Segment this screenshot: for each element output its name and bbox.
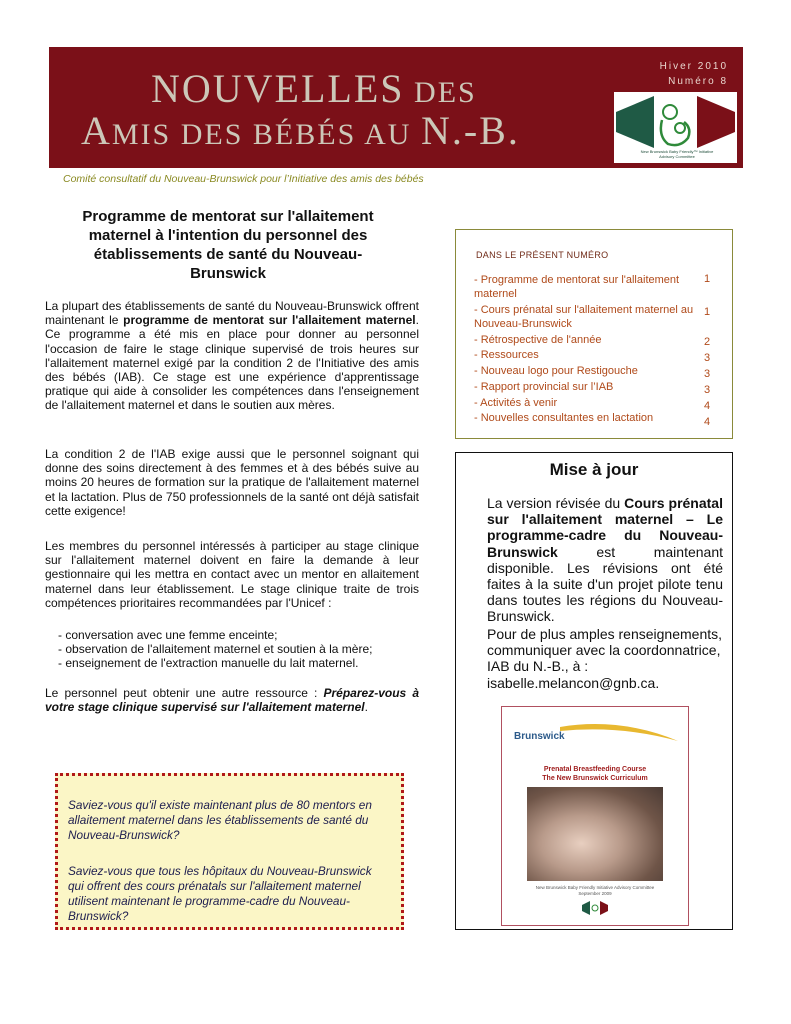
article-paragraph-2: La condition 2 de l'IAB exige aussi que le personnel soignant qui donne des soins directement à des femmes et à des bébés suive au moins 20 heures de formation sur la pratique de l'allaitement maternel et la lactation. Plus de 750 professionnels de la santé ont déjà satisfait cette exigence! [45, 447, 419, 518]
issue-info [660, 59, 728, 89]
toc-heading: DANS LE PRÉSENT NUMÉRO [476, 250, 609, 260]
article-paragraph-4: Le personnel peut obtenir une autre ressource : Préparez-vous à votre stage clinique supervisé sur l'allaitement maternel. [45, 686, 419, 715]
masthead-banner [49, 47, 743, 168]
toc-item-rapport-provincial[interactable]: - Rapport provincial sur l’IAB [474, 381, 614, 393]
logo-caption-line1: New Brunswick Baby Friendly™ Initiative [640, 149, 714, 154]
logo-caption-line2: Advisory Committee [659, 154, 695, 159]
breastfeeding-photo [527, 787, 663, 881]
toc-page-number: 4 [704, 400, 711, 412]
did-you-know-question-2: Saviez-vous que tous les hôpitaux du Nouveau-Brunswick qui offrent des cours prénatals sur l'allaitement maternel utilisent maintenant le programme-cadre du Nouveau-Brunswick? [68, 864, 372, 923]
update-box [455, 452, 733, 930]
toc-page-number: 3 [704, 368, 711, 380]
list-item: - observation de l'allaitement maternel et soutien à la mère; [58, 642, 418, 656]
cover-logo-icon [582, 901, 608, 915]
update-paragraph: La version révisée du Cours prénatal sur l'allaitement maternel – Le programme-cadre du Nouveau-Brunswick est maintenant disponible. Les révisions ont été faites à la suite d'un projet pilote tenu dans toutes les régions du Nouveau-Brunswick. [487, 495, 723, 625]
list-item: - conversation avec une femme enceinte; [58, 628, 418, 642]
course-cover-image [501, 706, 689, 926]
competency-list [58, 628, 418, 671]
toc-item-cours-prenatal[interactable]: - Cours prénatal sur l'allaitement maternel au Nouveau-Brunswick [474, 304, 694, 330]
toc-page-number: 1 [704, 306, 711, 318]
cover-title-line1: Prenatal Breastfeeding Course [543, 766, 647, 773]
did-you-know-box [55, 773, 404, 930]
toc-item-activites[interactable]: - Activités à venir [474, 397, 558, 409]
swoosh-icon [560, 719, 678, 749]
article-title: Programme de mentorat sur l'allaitement maternel à l'intention du personnel des établissements de santé du Nouveau-Brunswick [82, 208, 374, 282]
cover-brand: Brunswick [514, 731, 565, 742]
newsletter-title-line2: AMIS DES BÉBÉS AU N.-B. [81, 108, 520, 153]
toc-page-number: 1 [704, 273, 711, 285]
committee-logo [614, 92, 737, 163]
article-paragraph-3: Les membres du personnel intéressés à participer au stage clinique sur l'allaitement maternel doivent en faire la demande à leur gestionnaire qui les mettra en contact avec un mentor en allaitement maternel dans leur établissement. Le stage clinique traite de trois compétences prioritaires recommandées par l'Unicef : [45, 539, 419, 610]
table-of-contents [455, 229, 733, 439]
issue-number: Numéro 8 [668, 76, 728, 87]
article-paragraph-1: La plupart des établissements de santé du Nouveau-Brunswick offrent maintenant le programme de mentorat sur l'allaitement maternel. Ce programme a été mis en place pour donner au personnel l'occasion de faire le stage clinique supervisé de trois heures sur l'allaitement maternel exigé par la condition 2 de l'Initiative des amis des bébés (IAB). Ce stage est une expérience d'apprentissage pratique qui aide à consolider les compétences dans l'enseignement de l'allaitement maternel et dans le soutien aux mères. [45, 299, 419, 413]
issue-season: Hiver 2010 [659, 61, 728, 72]
toc-item-logo-restigouche[interactable]: - Nouveau logo pour Restigouche [474, 365, 638, 377]
committee-subtitle: Comité consultatif du Nouveau-Brunswick pour l’Initiative des amis des bébés [63, 173, 424, 185]
update-title: Mise à jour [549, 460, 639, 479]
update-contact: Pour de plus amples renseignements, communiquer avec la coordonnatrice, IAB du N.-B., à : isabelle.melancon@gnb.ca. [487, 626, 723, 691]
toc-page-number: 3 [704, 384, 711, 396]
cover-footer-line1: New Brunswick Baby Friendly Initiative Advisory Committee [535, 885, 655, 890]
toc-page-number: 2 [704, 336, 711, 348]
toc-item-mentorat[interactable]: - Programme de mentorat sur l'allaitement maternel [474, 274, 680, 300]
toc-page-number: 3 [704, 352, 711, 364]
did-you-know-question-1: Saviez-vous qu'il existe maintenant plus de 80 mentors en allaitement maternel dans les établissements de santé du Nouveau-Brunswick? [68, 798, 372, 842]
mother-baby-logo-icon [614, 92, 737, 150]
toc-item-consultantes[interactable]: - Nouvelles consultantes en lactation [474, 412, 654, 424]
newsletter-title-line1: NOUVELLES DES [151, 66, 477, 111]
list-item: - enseignement de l'extraction manuelle du lait maternel. [58, 656, 418, 670]
cover-title-line2: The New Brunswick Curriculum [542, 775, 648, 782]
toc-page-number: 4 [704, 416, 711, 428]
cover-footer-line2: September 2009 [578, 891, 612, 896]
toc-item-ressources[interactable]: - Ressources [474, 349, 539, 361]
toc-item-retrospective[interactable]: - Rétrospective de l'année [474, 334, 602, 346]
